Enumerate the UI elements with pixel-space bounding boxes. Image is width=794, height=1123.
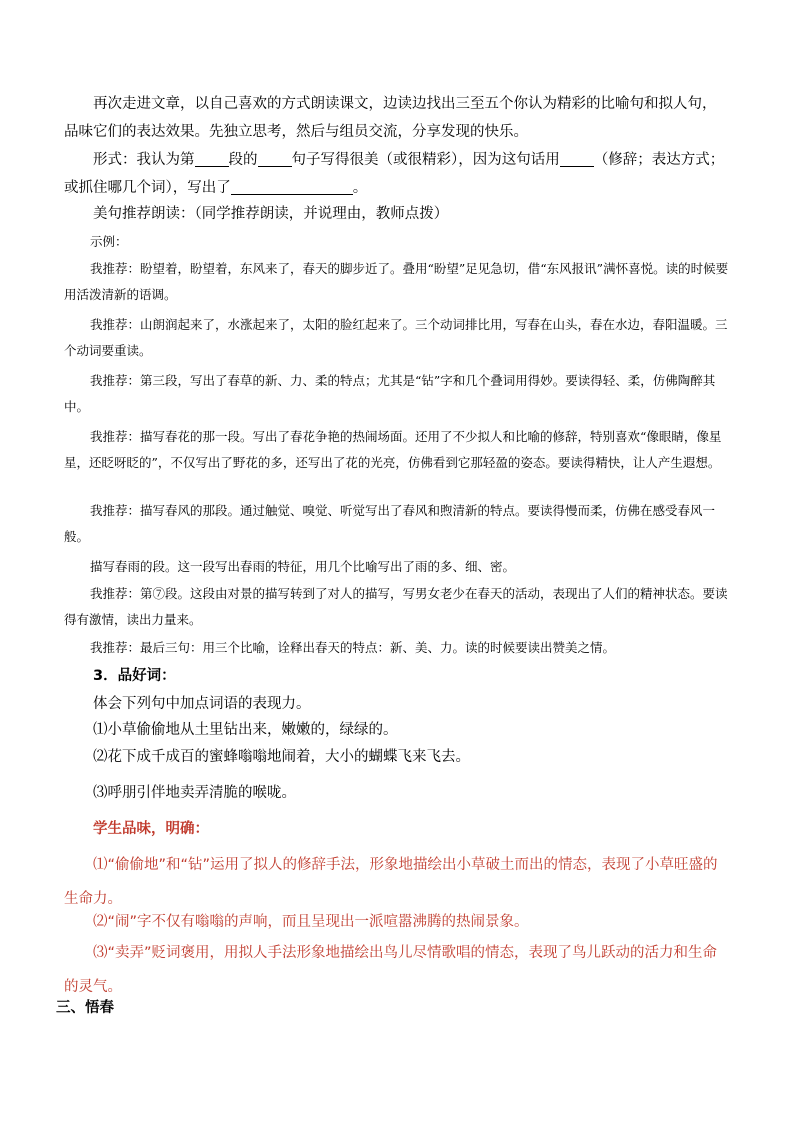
form-text-5: 。 xyxy=(352,180,368,196)
form-text-2: 段的 xyxy=(228,152,258,168)
blank-sentence xyxy=(258,150,292,167)
example-1: 我推荐：盼望着，盼望着，东风来了，春天的脚步近了。叠用“盼望”足见急切，借“东风报讯”满怀喜悦。读的时候要用活泼清新的语调。 xyxy=(64,261,729,302)
form-text-1: 形式：我认为第 xyxy=(93,152,195,168)
example-7: 我推荐：第⑦段。这段由对景的描写转到了对人的描写，写男女老少在春天的活动，表现出了人们的精神状态。要读得有激情，读出力量来。 xyxy=(64,586,728,627)
blank-technique xyxy=(560,150,594,167)
blank-paragraph-number xyxy=(195,150,229,167)
form-paragraph xyxy=(64,146,730,202)
example-label: 示例： xyxy=(90,234,128,249)
form-text-3: 句子写得很美（或很精彩），因为这句话用 xyxy=(291,152,560,168)
section3-item-3: ⑶呼朋引伴地卖弄清脆的喉咙。 xyxy=(93,785,296,801)
answer-3: ⑶“卖弄”贬词褒用，用拟人手法形象地描绘出鸟儿尽情歌唱的情态，表现了鸟儿跃动的活力和生命的灵气。 xyxy=(64,945,718,995)
example-4: 我推荐：描写春花的那一段。写出了春花争艳的热闹场面。还用了不少拟人和比喻的修辞，特别喜欢“像眼睛，像星星，还眨呀眨的”，不仅写出了野花的多，还写出了花的光亮，仿佛看到它那轻盈的姿态。要读得精快，让人产生遐想。 xyxy=(64,429,722,470)
section3-item-1: ⑴小草偷偷地从土里钻出来，嫩嫩的，绿绿的。 xyxy=(93,722,398,738)
intro-paragraph: 再次走进文章，以自己喜欢的方式朗读课文，边读边找出三至五个你认为精彩的比喻句和拟人句，品味它们的表达效果。先独立思考，然后与组员交流，分享发现的快乐。 xyxy=(64,96,717,140)
section3-heading: 3．品好词： xyxy=(93,668,176,684)
answer-1: ⑴“偷偷地”和“钻”运用了拟人的修辞手法，形象地描绘出小草破土而出的情态，表现了小草旺盛的生命力。 xyxy=(64,857,718,907)
blank-effect xyxy=(231,178,353,195)
form-text-4: （修辞；表达方式；或抓住哪几个词），写出了 xyxy=(64,152,725,196)
answer-2: ⑵“闹”字不仅有嗡嗡的声响，而且呈现出一派喧嚣沸腾的热闹景象。 xyxy=(93,914,529,930)
example-6: 描写春雨的段。这一段写出春雨的特征，用几个比喻写出了雨的多、细、密。 xyxy=(90,559,516,574)
example-8: 我推荐：最后三句：用三个比喻，诠释出春天的特点：新、美、力。读的时候要读出赞美之情。 xyxy=(90,640,616,655)
section3-instruction: 体会下列句中加点词语的表现力。 xyxy=(93,696,311,712)
example-3: 我推荐：第三段，写出了春草的新、力、柔的特点；尤其是“钻”字和几个叠词用得妙。要读得轻、柔，仿佛陶醉其中。 xyxy=(64,373,716,414)
recommend-heading: 美句推荐朗读：（同学推荐朗读，并说理由，教师点拨） xyxy=(93,206,449,222)
section3-item-2: ⑵花下成千成百的蜜蜂嗡嗡地闹着，大小的蝴蝶飞来飞去。 xyxy=(93,749,470,765)
section-next-heading: 三、悟春 xyxy=(56,1000,114,1016)
answer-heading: 学生品味，明确： xyxy=(93,821,209,837)
example-5: 我推荐：描写春风的那段。通过触觉、嗅觉、听觉写出了春风和煦清新的特点。要读得慢而柔，仿佛在感受春风一般。 xyxy=(64,503,716,544)
example-2: 我推荐：山朗润起来了，水涨起来了，太阳的脸红起来了。三个动词排比用，写春在山头，春在水边，春阳温暖。三个动词要重读。 xyxy=(64,317,728,358)
